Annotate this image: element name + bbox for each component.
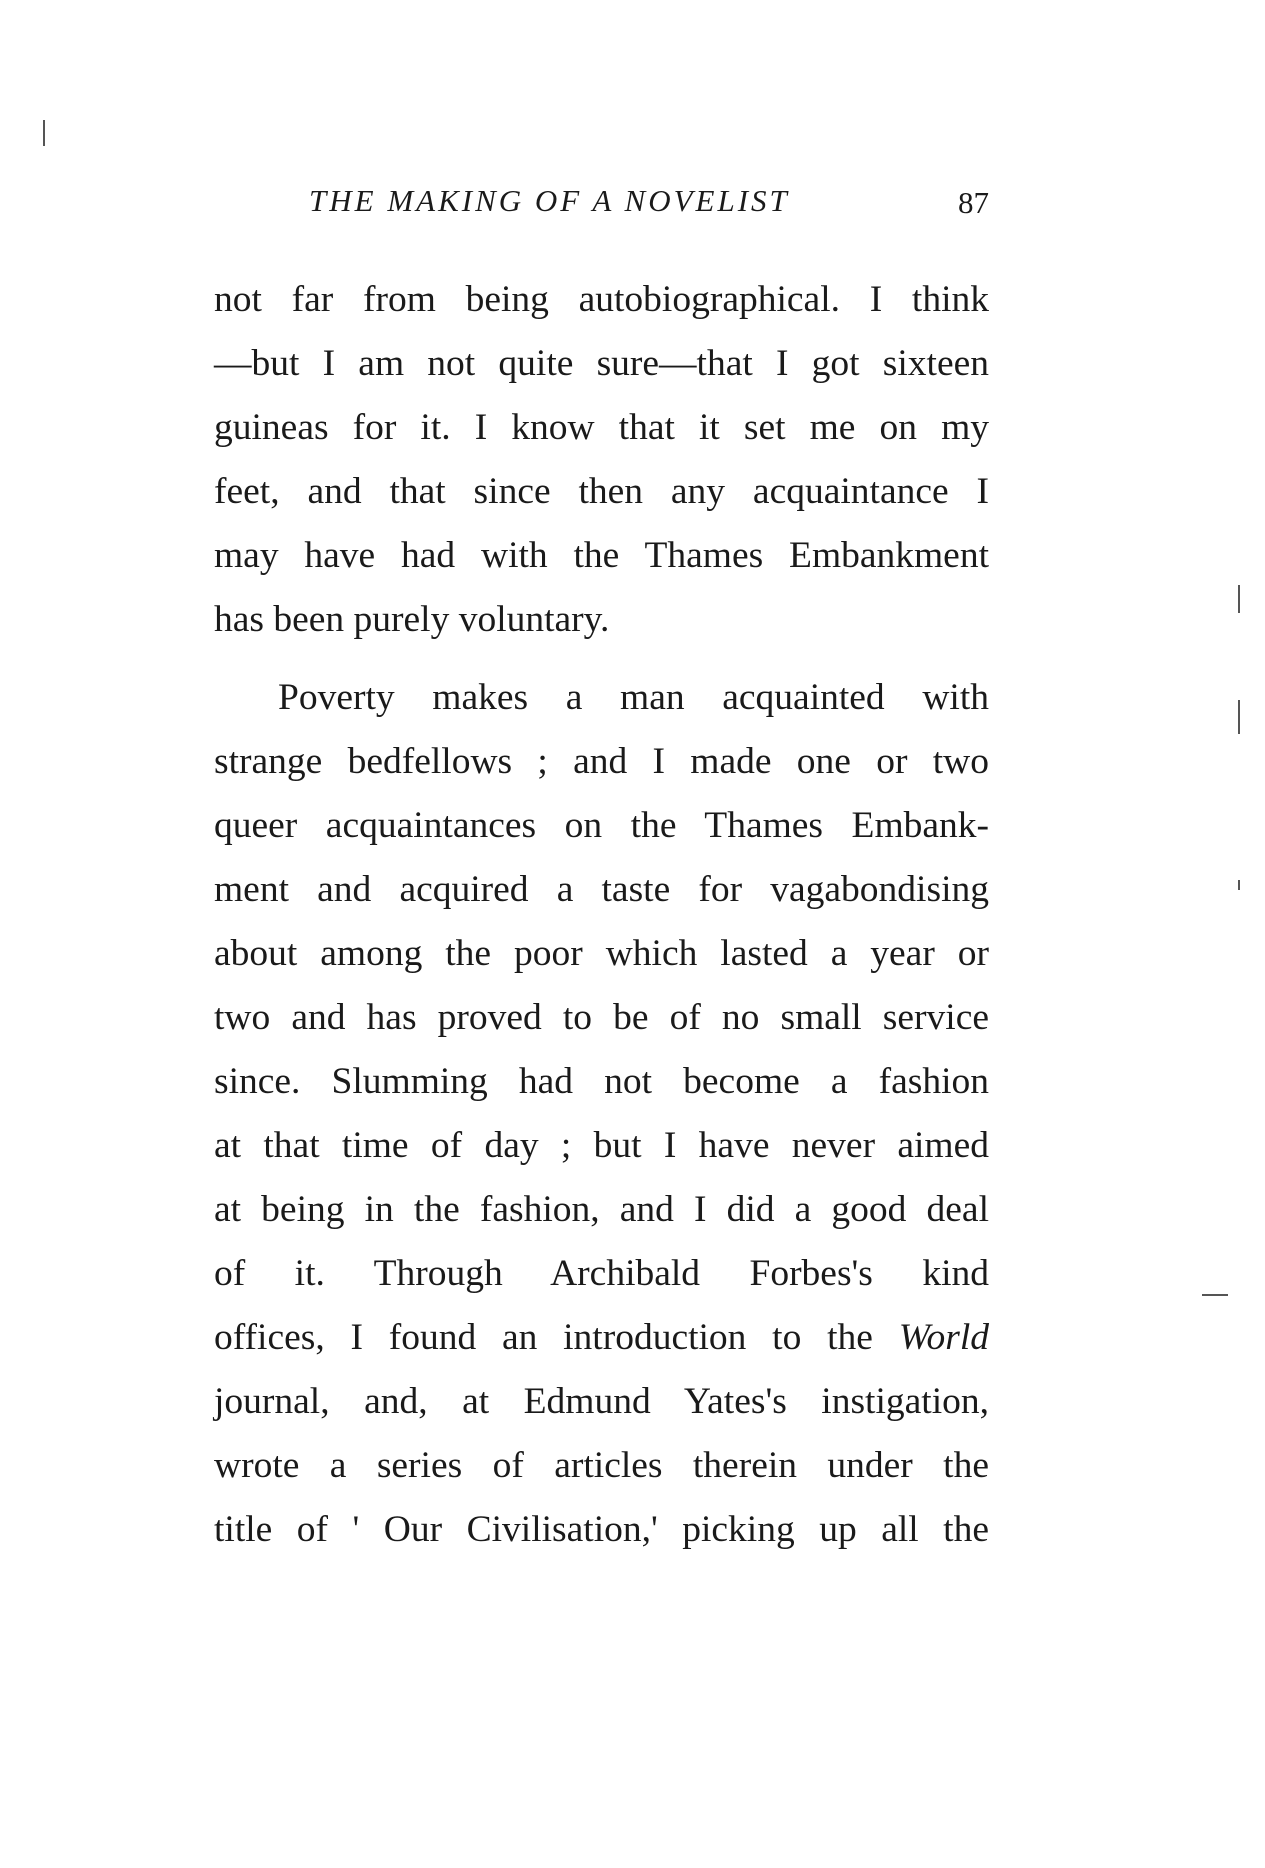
text-line: of it. Through Archibald Forbes's kind bbox=[214, 1253, 989, 1294]
text-line: two and has proved to be of no small service bbox=[214, 997, 989, 1038]
text-line: wrote a series of articles therein under the bbox=[214, 1445, 989, 1486]
text-line: strange bedfellows ; and I made one or two bbox=[214, 741, 989, 782]
scan-mark bbox=[1238, 880, 1240, 890]
scan-mark bbox=[1238, 585, 1240, 613]
running-head bbox=[214, 183, 989, 231]
text-line: —but I am not quite sure—that I got sixteen bbox=[214, 343, 989, 384]
scan-mark bbox=[1202, 1294, 1228, 1296]
scan-mark bbox=[43, 120, 45, 146]
text-line: guineas for it. I know that it set me on my bbox=[214, 407, 989, 448]
page-number: 87 bbox=[958, 185, 989, 220]
text-line: title of ' Our Civilisation,' picking up all the bbox=[214, 1509, 989, 1550]
text-line: not far from being autobiographical. I think bbox=[214, 279, 989, 320]
text-line: feet, and that since then any acquaintance I bbox=[214, 471, 989, 512]
text-line: ment and acquired a taste for vagabondising bbox=[214, 869, 989, 910]
text-line: journal, and, at Edmund Yates's instigation, bbox=[214, 1381, 989, 1422]
text-line: about among the poor which lasted a year or bbox=[214, 933, 989, 974]
body-text bbox=[214, 268, 989, 1562]
running-title: THE MAKING OF A NOVELIST bbox=[309, 183, 790, 218]
text-line: at being in the fashion, and I did a good deal bbox=[214, 1189, 989, 1230]
text-line: Poverty makes a man acquainted with bbox=[278, 677, 989, 718]
scan-mark bbox=[1238, 700, 1240, 734]
italic-title-world: World bbox=[898, 1317, 989, 1358]
text-line: at that time of day ; but I have never aimed bbox=[214, 1125, 989, 1166]
text-line: queer acquaintances on the Thames Embank- bbox=[214, 805, 989, 846]
text-line: has been purely voluntary. bbox=[214, 599, 610, 640]
text-line bbox=[214, 1306, 989, 1370]
text-run: offices, I found an introduction to the bbox=[214, 1317, 899, 1358]
text-line: may have had with the Thames Embankment bbox=[214, 535, 989, 576]
text-line: since. Slumming had not become a fashion bbox=[214, 1061, 989, 1102]
